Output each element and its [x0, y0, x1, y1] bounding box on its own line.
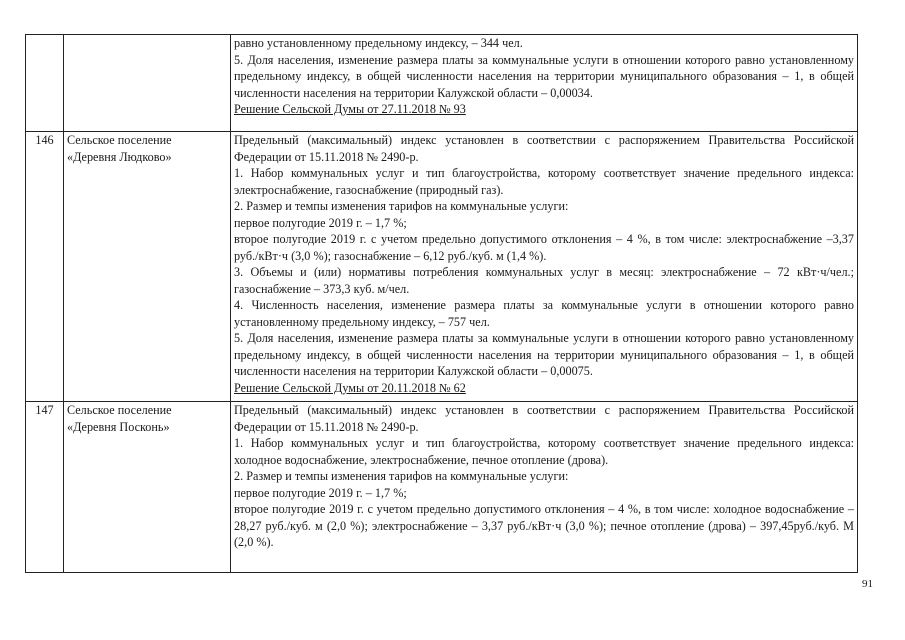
paragraph: Предельный (максимальный) индекс установлен в соответствии с распоряжением Правительства Российской Федерации от 15.11.2018 № 2490-р. — [234, 133, 854, 164]
paragraph: второе полугодие 2019 г. с учетом предельно допустимого отклонения – 4 %, в том числе: холодное водоснабжение – 28,27 руб./куб. м (2,0 %); электроснабжение – 3,37 руб./кВт·ч (3,0 %); печное отопление (дрова) – 397,45руб./куб. М (2,0 %). — [234, 502, 854, 549]
row-number — [26, 35, 64, 132]
settlement-name — [64, 402, 231, 573]
paragraph: 5. Доля населения, изменение размера платы за коммунальные услуги в отношении которого равно установленному предельному индексу, в общей численности населения на территории муниципального образования – 1, в общей численности населения на территории Калужской области – 0,00075. — [234, 331, 854, 378]
paragraph: 2. Размер и темпы изменения тарифов на коммунальные услуги: — [234, 469, 569, 483]
paragraph: 4. Численность населения, изменение размера платы за коммунальные услуги в отношении которого равно установленному предельному индексу, – 757 чел. — [234, 298, 854, 329]
index-description — [231, 35, 858, 132]
settlement-name-line: «Деревня Посконь» — [67, 419, 170, 434]
decision-reference: Решение Сельской Думы от 20.11.2018 № 62 — [234, 380, 466, 395]
table-row — [26, 402, 858, 573]
settlement-name — [64, 132, 231, 402]
paragraph: первое полугодие 2019 г. – 1,7 %; — [234, 485, 407, 500]
paragraph: 3. Объемы и (или) нормативы потребления коммунальных услуг в месяц: электроснабжение – 72 кВт·ч/чел.; газоснабжение – 373,3 куб. м/чел. — [234, 265, 854, 296]
paragraph: первое полугодие 2019 г. – 1,7 %; — [234, 215, 407, 230]
paragraph: 1. Набор коммунальных услуг и тип благоустройства, которому соответствует значение предельного индекса: холодное водоснабжение, электроснабжение, печное отопление (дрова). — [234, 436, 854, 467]
tariff-index-table — [25, 34, 858, 573]
decision-reference: Решение Сельской Думы от 27.11.2018 № 93 — [234, 102, 466, 116]
paragraph: 5. Доля населения, изменение размера платы за коммунальные услуги в отношении которого равно установленному предельному индексу, в общей численности населения на территории муниципального образования – 1, в общей численности населения на территории Калужской области – 0,00034. — [234, 52, 854, 100]
settlement-name-line: «Деревня Людково» — [67, 149, 172, 164]
paragraph: 1. Набор коммунальных услуг и тип благоустройства, которому соответствует значение предельного индекса: электроснабжение, газоснабжение (природный газ). — [234, 166, 854, 197]
index-description — [231, 402, 858, 573]
table-row — [26, 132, 858, 402]
index-description — [231, 132, 858, 402]
table-row — [26, 35, 858, 132]
settlement-name-line: Сельское поселение — [67, 133, 172, 147]
paragraph: Предельный (максимальный) индекс установлен в соответствии с распоряжением Правительства Российской Федерации от 15.11.2018 № 2490-р. — [234, 403, 854, 434]
settlement-name — [64, 35, 231, 132]
row-number: 147 — [26, 402, 64, 573]
settlement-name-line: Сельское поселение — [67, 403, 172, 417]
row-number: 146 — [26, 132, 64, 402]
paragraph: второе полугодие 2019 г. с учетом предельно допустимого отклонения – 4 %, в том числе: электроснабжение –3,37 руб./кВт·ч (3,0 %); газоснабжение – 6,12 руб./куб. м (1,4 %). — [234, 232, 854, 263]
paragraph: 2. Размер и темпы изменения тарифов на коммунальные услуги: — [234, 199, 569, 213]
page-number: 91 — [862, 578, 873, 590]
paragraph: равно установленному предельному индексу, – 344 чел. — [234, 36, 523, 50]
